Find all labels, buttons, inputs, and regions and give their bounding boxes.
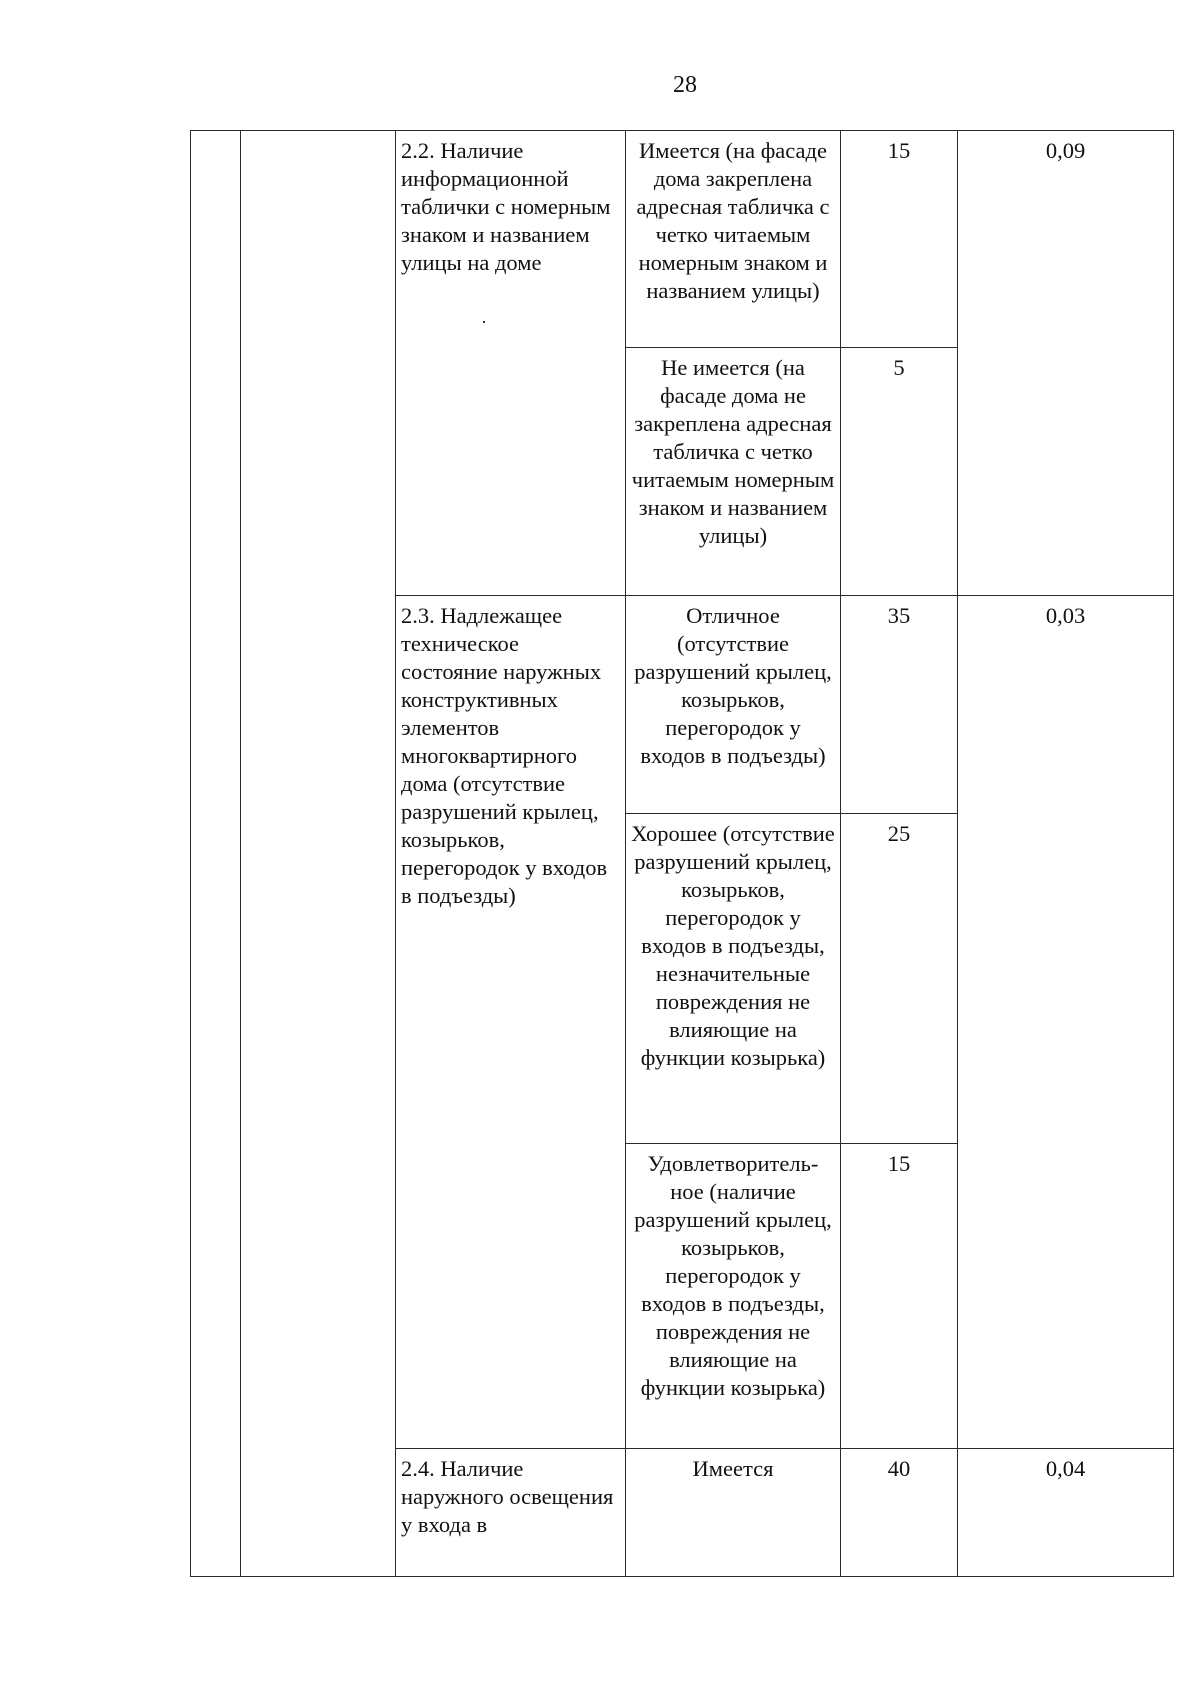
score-cell: 25 (841, 814, 958, 1144)
criterion-cell: 2.3. Надлежащее техническое состояние наружных конструктивных элементов многоквартирного дома (отсутствие разрушений крылец, козырьков, перегородок у входов в подъезды) (396, 596, 626, 1449)
grade-cell: Хорошее (отсутствие разрушений крылец, козырьков, перегородок у входов в подъезды, незначительные повреждения не влияющие на функции козырька) (626, 814, 841, 1144)
page-number: 28 (673, 72, 697, 98)
grade-cell: Отличное (отсутствие разрушений крылец, козырьков, перегородок у входов в подъезды) (626, 596, 841, 814)
grade-cell: Имеется (на фасаде дома закреплена адресная табличка с четко читаемым номерным знаком и названием улицы) (626, 131, 841, 348)
scan-speck: · (481, 312, 487, 332)
indicator-cell (241, 131, 396, 1577)
weight-cell: 0,09 (958, 131, 1174, 596)
score-cell: 5 (841, 348, 958, 596)
table-row (191, 131, 1174, 348)
criterion-cell: 2.2. Наличие информационной таблички с номерным знаком и названием улицы на доме (396, 131, 626, 596)
grade-cell: Не имеется (на фасаде дома не закреплена адресная табличка с четко читаемым номерным знаком и названием улицы) (626, 348, 841, 596)
score-cell: 15 (841, 1144, 958, 1449)
criteria-table (190, 130, 1174, 1577)
number-cell (191, 131, 241, 1577)
score-cell: 40 (841, 1449, 958, 1577)
score-cell: 15 (841, 131, 958, 348)
weight-cell: 0,03 (958, 596, 1174, 1449)
score-cell: 35 (841, 596, 958, 814)
weight-cell: 0,04 (958, 1449, 1174, 1577)
grade-cell: Имеется (626, 1449, 841, 1577)
criterion-cell: 2.4. Наличие наружного освещения у входа в (396, 1449, 626, 1577)
grade-cell: Удовлетворитель-ное (наличие разрушений крылец, козырьков, перегородок у входов в подъезды, повреждения не влияющие на функции козырька) (626, 1144, 841, 1449)
